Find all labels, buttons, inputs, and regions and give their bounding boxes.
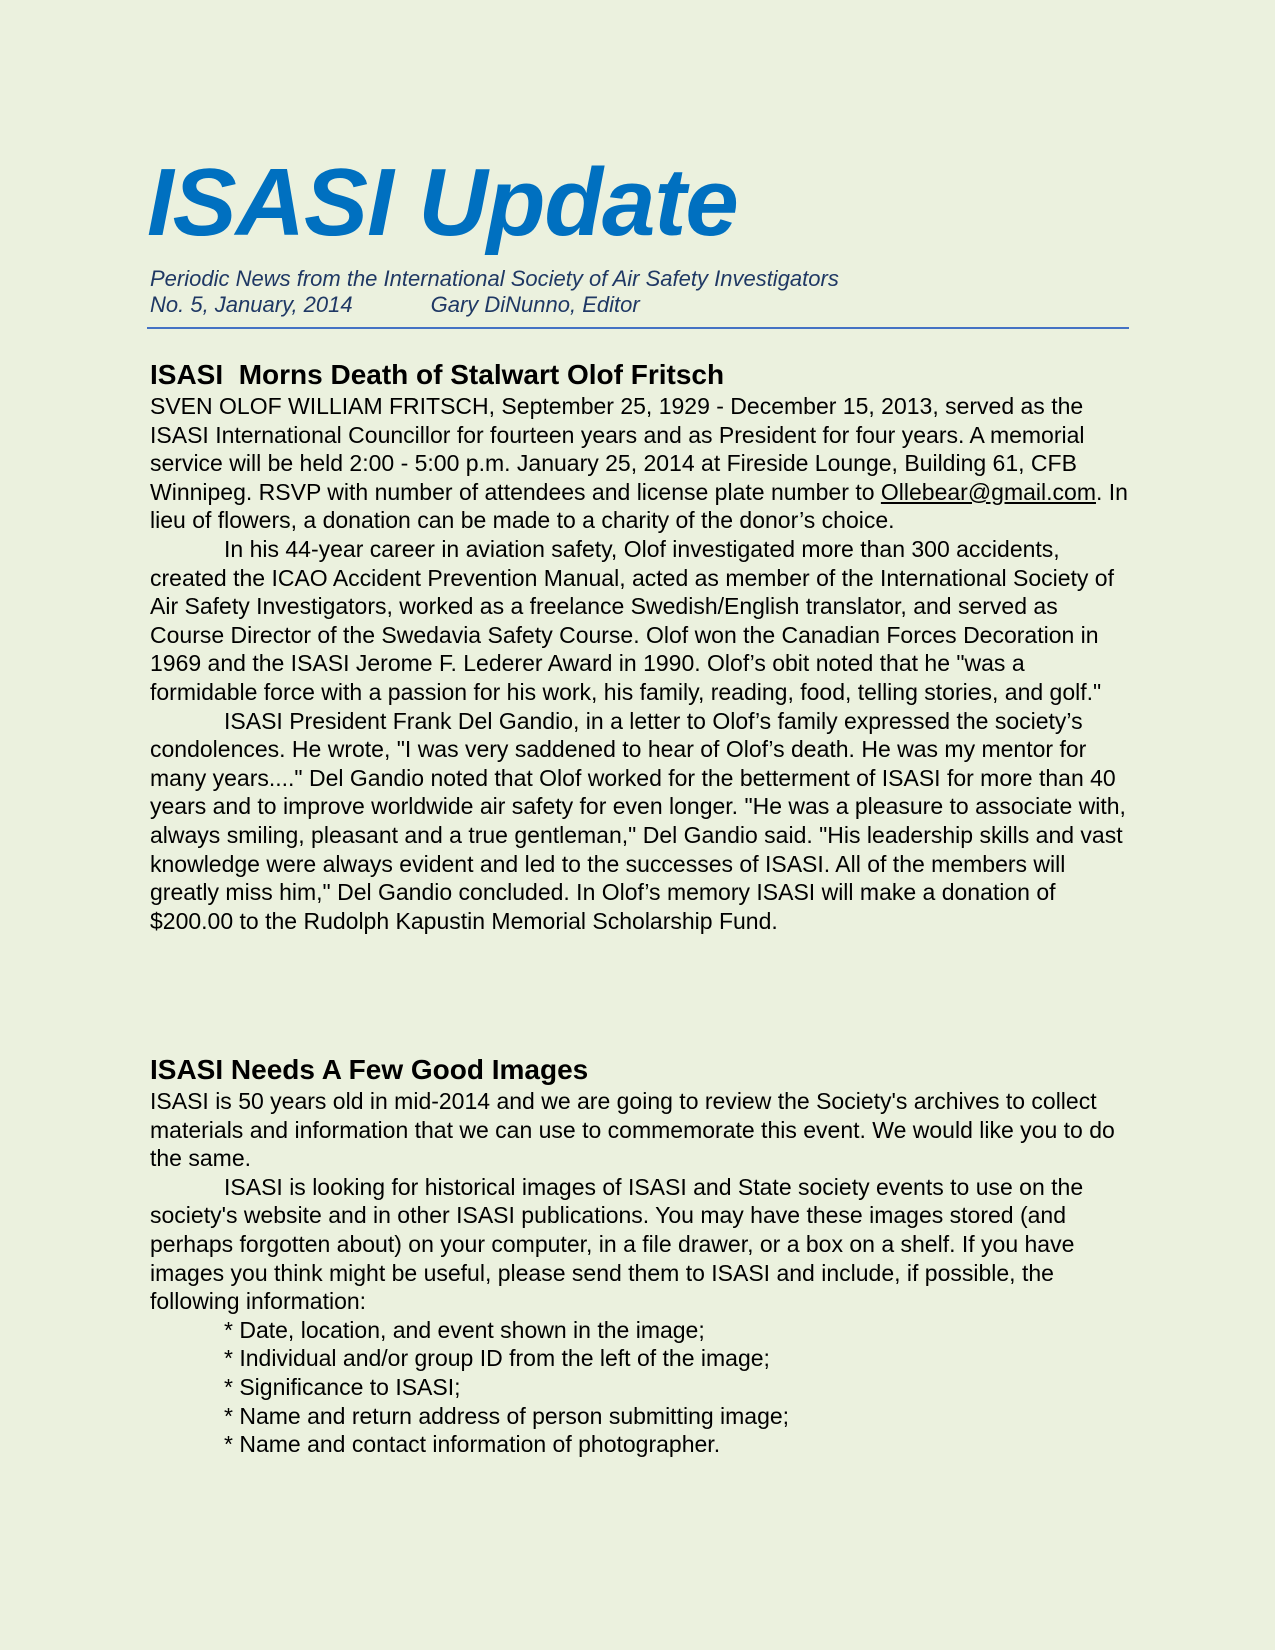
editor-credit: Gary DiNunno, Editor — [430, 292, 640, 317]
issue-line — [150, 292, 640, 318]
email-link[interactable]: Ollebear@gmail.com — [880, 478, 1096, 505]
article-paragraph: ISASI President Frank Del Gandio, in a letter to Olof’s family expressed the society’s condolences. He wrote, "I was very saddened to hear of Olof’s death. He was my mentor for many years...." Del Gandio noted that Olof worked for the betterment of ISASI for more than 40 years and to improve worldwide air safety for even longer. "He was a pleasure to associate with, always smiling, pleasant and a true gentleman," Del Gandio said. "His leadership skills and vast knowledge were always evident and led to the successes of ISASI. All of the members will greatly miss him," Del Gandio concluded. In Olof’s memory ISASI will make a donation of $200.00 to the Rudolph Kapustin Memorial Scholarship Fund. — [150, 707, 1126, 934]
info-checklist — [150, 1316, 1135, 1459]
article-heading: ISASI Morns Death of Stalwart Olof Fritsch — [150, 359, 725, 390]
list-item: * Name and return address of person submitting image; — [224, 1402, 790, 1429]
article-paragraph: In his 44-year career in aviation safety, Olof investigated more than 300 accidents, created the ICAO Accident Prevention Manual, acted as member of the International Society of Air Safety Investigators, worked as a freelance Swedish/English translator, and served as Course Director of the Swedavia Safety Course. Olof won the Canadian Forces Decoration in 1969 and the ISASI Jerome F. Lederer Award in 1990. Olof’s obit noted that he "was a formidable force with a passion for his work, his family, reading, food, telling stories, and golf." — [150, 535, 1114, 705]
article-heading: ISASI Needs A Few Good Images — [150, 1054, 589, 1085]
list-item: * Individual and/or group ID from the left of the image; — [224, 1345, 770, 1372]
paragraph-text: . In lieu of flowers, a donation can be made to a charity of the donor’s choice. — [150, 478, 1128, 534]
issue-number: No. 5, January, 2014 — [150, 292, 353, 317]
article-paragraph — [150, 392, 1135, 535]
paragraph-text: SVEN OLOF WILLIAM FRITSCH, September 25, 1929 - December 15, 2013, served as the ISASI International Councillor for fourteen years and as President for four years. A memorial service will be held 2:00 - 5:00 p.m. January 25, 2014 at Fireside Lounge, Building 61, CFB Winnipeg. RSVP with number of attendees and license plate number to — [150, 393, 1085, 505]
newsletter-title: ISASI Update — [147, 149, 738, 256]
list-item: * Significance to ISASI; — [224, 1373, 461, 1400]
article-good-images — [150, 1053, 1135, 1459]
article-olof-fritsch — [150, 358, 1135, 935]
list-item: * Name and contact information of photographer. — [224, 1431, 721, 1458]
article-paragraph: ISASI is 50 years old in mid-2014 and we are going to review the Society's archives to collect materials and information that we can use to commemorate this event. We would like you to do the same. — [150, 1088, 1115, 1172]
list-item: * Date, location, and event shown in the image; — [224, 1316, 705, 1343]
header-divider — [147, 327, 1129, 329]
article-paragraph: ISASI is looking for historical images of ISASI and State society events to use on the society's website and in other ISASI publications. You may have these images stored (and perhaps forgotten about) on your computer, in a file drawer, or a box on a shelf. If you have images you think might be useful, please send them to ISASI and include, if possible, the following information: — [150, 1173, 1084, 1315]
newsletter-subtitle: Periodic News from the International Society of Air Safety Investigators — [150, 266, 839, 291]
